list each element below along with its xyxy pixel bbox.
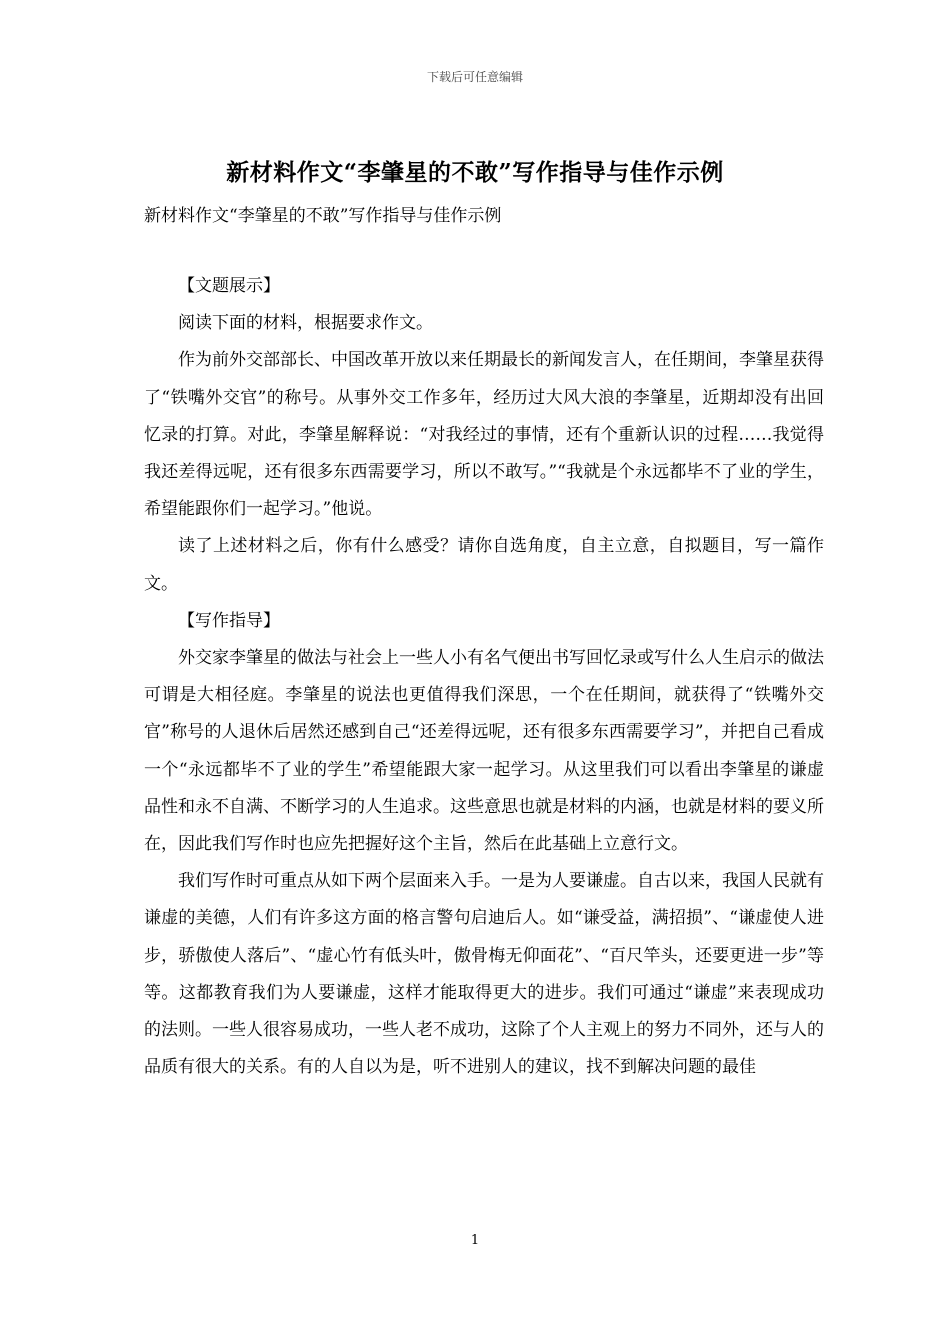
section-heading-guidance: 【写作指导】 bbox=[178, 610, 280, 631]
document-title: 新材料作文“李肇星的不敢”写作指导与佳作示例 bbox=[226, 159, 724, 186]
document-subtitle: 新材料作文“李肇星的不敢”写作指导与佳作示例 bbox=[144, 206, 502, 226]
paragraph: 阅读下面的材料，根据要求作文。 bbox=[178, 313, 433, 334]
section-heading-prompt: 【文题展示】 bbox=[178, 276, 280, 296]
paragraph: 外交家李肇星的做法与社会上一些人小有名气便出书写回忆录或写什么人生启示的做法可谓是大相径庭。李肇星的说法也更值得我们深思，一个在任期间，就获得了“铁嘴外交官”称号的人退休后居然还感到自己“还差得远呢，还有很多东西需要学习”，并把自己看成一个“永远都毕不了业的学生”希望能跟大家一起学习。从这里我们可以看出李肇星的谦虚品性和永不自满、不断学习的人生追求。这些意思也就是材料的内涵，也就是材料的要义所在，因此我们写作时也应先把握好这个主旨，然后在此基础上立意行文。 bbox=[144, 648, 824, 855]
document-body bbox=[144, 268, 824, 1086]
paragraph: 作为前外交部部长、中国改革开放以来任期最长的新闻发言人，在任期间，李肇星获得了“铁嘴外交官”的称号。从事外交工作多年，经历过大风大浪的李肇星，近期却没有出回忆录的打算。对此，李肇星解释说：“对我经过的事情，还有个重新认识的过程……我觉得我还差得远呢，还有很多东西需要学习，所以不敢写。”“我就是个永远都毕不了业的学生，希望能跟你们一起学习。”他说。 bbox=[144, 350, 824, 520]
paragraph: 我们写作时可重点从如下两个层面来入手。一是为人要谦虚。自古以来，我国人民就有谦虚的美德，人们有许多这方面的格言警句启迪后人。如“谦受益，满招损”、“谦虚使人进步，骄傲使人落后”、“虚心竹有低头叶，傲骨梅无仰面花”、“百尺竿头，还要更进一步”等等。这都教育我们为人要谦虚，这样才能取得更大的进步。我们可通过“谦虚”来表现成功的法则。一些人很容易成功，一些人老不成功，这除了个人主观上的努力不同外，还与人的品质有很大的关系。有的人自以为是，听不进别人的建议，找不到解决问题的最佳 bbox=[144, 871, 824, 1078]
page-number: 1 bbox=[470, 1233, 480, 1248]
header-note: 下载后可任意编辑 bbox=[426, 70, 523, 84]
paragraph: 读了上述材料之后，你有什么感受？请你自选角度，自主立意，自拟题目，写一篇作文。 bbox=[144, 536, 824, 594]
